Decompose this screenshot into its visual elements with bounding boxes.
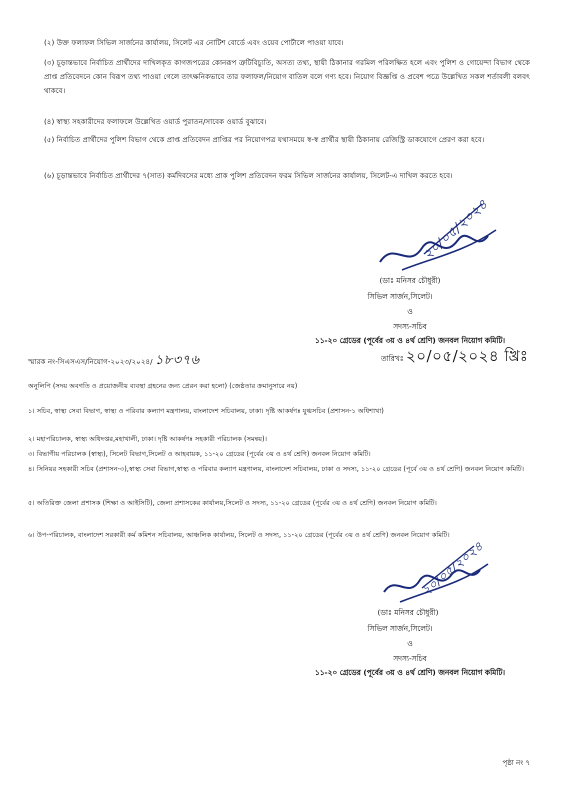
handwritten-date-1: ২০/০৫/২০২৪ bbox=[420, 196, 492, 263]
recipient-5: ৫। অতিরিক্ত জেলা প্রশাসক (শিক্ষা ও আইসিটি), জেলা প্রশাসকের কার্যালয়,সিলেট ও সদস্য, ১১-২০ গ্রেডের (পূর্বের ৩য় ও ৪র্থ শ্রেণি) জনবল নিয়োগ কমিটি। bbox=[28, 499, 437, 507]
memo-reference-printed: স্মারক নং-সিএসএস/নিয়োগ-২০২৩/২০২৪/ bbox=[28, 357, 153, 366]
date-handwritten: ২০/০৫/২০২৪ খ্রিঃ bbox=[406, 347, 529, 365]
recipient-3: ৩। বিভাগীয় পরিচালক (স্বাস্থ্য), সিলেট বিভাগ,সিলেট ও আহবায়ক, ১১-২০ গ্রেডের (পূর্বের ৩য় ও ৪র্থ শ্রেণি) জনবল নিয়োগ কমিটি। bbox=[28, 450, 371, 458]
committee-1: ১১-২০ গ্রেডের (পূর্বের ৩য় ও ৪র্থ শ্রেণি) জনবল নিয়োগ কমিটি। bbox=[314, 336, 506, 345]
paragraph-2: (২) উক্ত ফলাফল সিভিল সার্জনের কার্যালয়, সিলেট এর নোটিশ বোর্ডে এবং ওয়েব পোর্টালে পাওয়া যাবে। bbox=[44, 38, 344, 47]
and-label-1: ও bbox=[407, 307, 413, 316]
memo-reference-handwritten: ১৮৩৭৬ bbox=[154, 353, 200, 368]
and-label-2: ও bbox=[407, 639, 413, 648]
memo-reference bbox=[28, 351, 200, 372]
paragraph-5: (৫) নির্বাচিত প্রার্থীদের পুলিশ বিভাগ থেকে প্রাপ্ত প্রতিবেদন প্রাপ্তির পর নিয়োগপত্র যথাসময়ে স্ব-স্ব প্রার্থীর স্থায়ী ঠিকানায় রেজিস্ট্রি ডাকযোগে প্রেরণ করা হবে। bbox=[44, 135, 485, 144]
recipient-4: ৪। সিনিয়র সহকারী সচিব (প্রশাসন-৩),স্বাস্থ্য সেবা বিভাগ,স্বাস্থ্য ও পরিবার কল্যাণ মন্ত্রণালয়, বাংলাদেশ সচিবালয়, ঢাকা ও সদস্য, ১১-২০ গ্রেডের (পূর্বে ৩য় ও ৪র্থ শ্রেণি) জনবল নিয়োগ কমিটি। bbox=[28, 465, 524, 473]
date-label: তারিখঃ bbox=[381, 354, 404, 363]
officer-designation-1: সিভিল সার্জন,সিলেট। bbox=[367, 292, 433, 301]
member-secretary-1: সদস্য-সচিব bbox=[393, 322, 427, 331]
paragraph-6: (৬) চূড়ান্তভাবে নির্বাচিত প্রার্থীদের ৭(সাত) কর্মদিবসের মধ্যে প্রাক পুলিশ প্রতিবেদন ফরম সিভিল সার্জনের কার্যালয়, সিলেট-এ দাখিল করতে হবে। bbox=[44, 171, 453, 180]
officer-designation-2: সিভিল সার্জন,সিলেট। bbox=[367, 624, 433, 633]
recipient-2: ২। মহাপরিচালক, স্বাস্থ্য অধিদপ্তর,মহাখালী, ঢাকা। দৃষ্টি আকর্ষণঃ সহকারী পরিচালক (সমন্বয়)। bbox=[28, 435, 267, 443]
copy-intro: অনুলিপি (সদয় অবগতি ও প্রয়োজনীয় ব্যবস্থা গ্রহনের জন্য প্রেরন করা হলো) (জেষ্ঠতার ক্রমানুসারে নয়) bbox=[28, 382, 298, 390]
memo-date bbox=[381, 345, 528, 370]
member-secretary-2: সদস্য-সচিব bbox=[393, 654, 427, 663]
handwritten-date-2: ২০/০৫/২০২৪ bbox=[419, 538, 486, 599]
officer-name-1: (ডাঃ মনিসর চৌধুরী) bbox=[379, 276, 441, 285]
officer-name-2: (ডাঃ মনিসর চৌধুরী) bbox=[377, 608, 439, 617]
recipient-6: ৬। উপ-পরিচালক, বাংলাদেশ সরকারী কর্ম কমিশন সচিবালয়, আঞ্চলিক কার্যালয়, সিলেট ও সদস্য, ১১-২০ গ্রেডের (পূর্বের ৩য় ও ৪র্থ শ্রেণি) জনবল নিয়োগ কমিটি। bbox=[28, 531, 450, 539]
page-number: পৃষ্ঠা নং ৭ bbox=[502, 759, 530, 767]
paragraph-3: (৩) চূড়ান্তভাবে নির্বাচিত প্রার্থীদের দাখিলকৃত কাগজপত্রের কোনরূপ ত্রুটিবিচ্যুতি, অসত্য তথ্য, স্থায়ী ঠিকানার গরমিল পরিলক্ষিত হলে এবং পুলিশ ও গোয়েন্দা বিভাগ থেকে প্রাপ্ত প্রতিবেদনে কোন বিরূপ তথ্য পাওয়া গেলে তাৎক্ষনিকভাবে তার ফলাফল/নিয়োগ বাতিল বলে গণ্য হবে। নিয়োগ বিজ্ঞপ্তি ও প্রবেশ পত্রে উল্লেখিত সকল শর্তাবলী বলবৎ থাকবে। bbox=[44, 58, 530, 95]
paragraph-4: (৪) স্বাস্থ্য সহকারীদের ফলাফলে উল্লেখিত ওয়ার্ড পুরাতন/সাবেক ওয়ার্ড বুঝাবে। bbox=[44, 117, 267, 126]
committee-2: ১১-২০ গ্রেডের (পূর্বের ৩য় ও ৪র্থ শ্রেণি) জনবল নিয়োগ কমিটি। bbox=[314, 668, 506, 677]
recipient-1: ১। সচিব, স্বাস্থ্য সেবা বিভাগ, স্বাস্থ্য ও পরিবার কল্যাণ মন্ত্রণালয়, বাংলাদেশ সচিবালয়, ঢাকা। দৃষ্টি আকর্ষণঃ যুগ্মসচিব (প্রশাসন-১ অধিশাখা) bbox=[28, 407, 384, 415]
